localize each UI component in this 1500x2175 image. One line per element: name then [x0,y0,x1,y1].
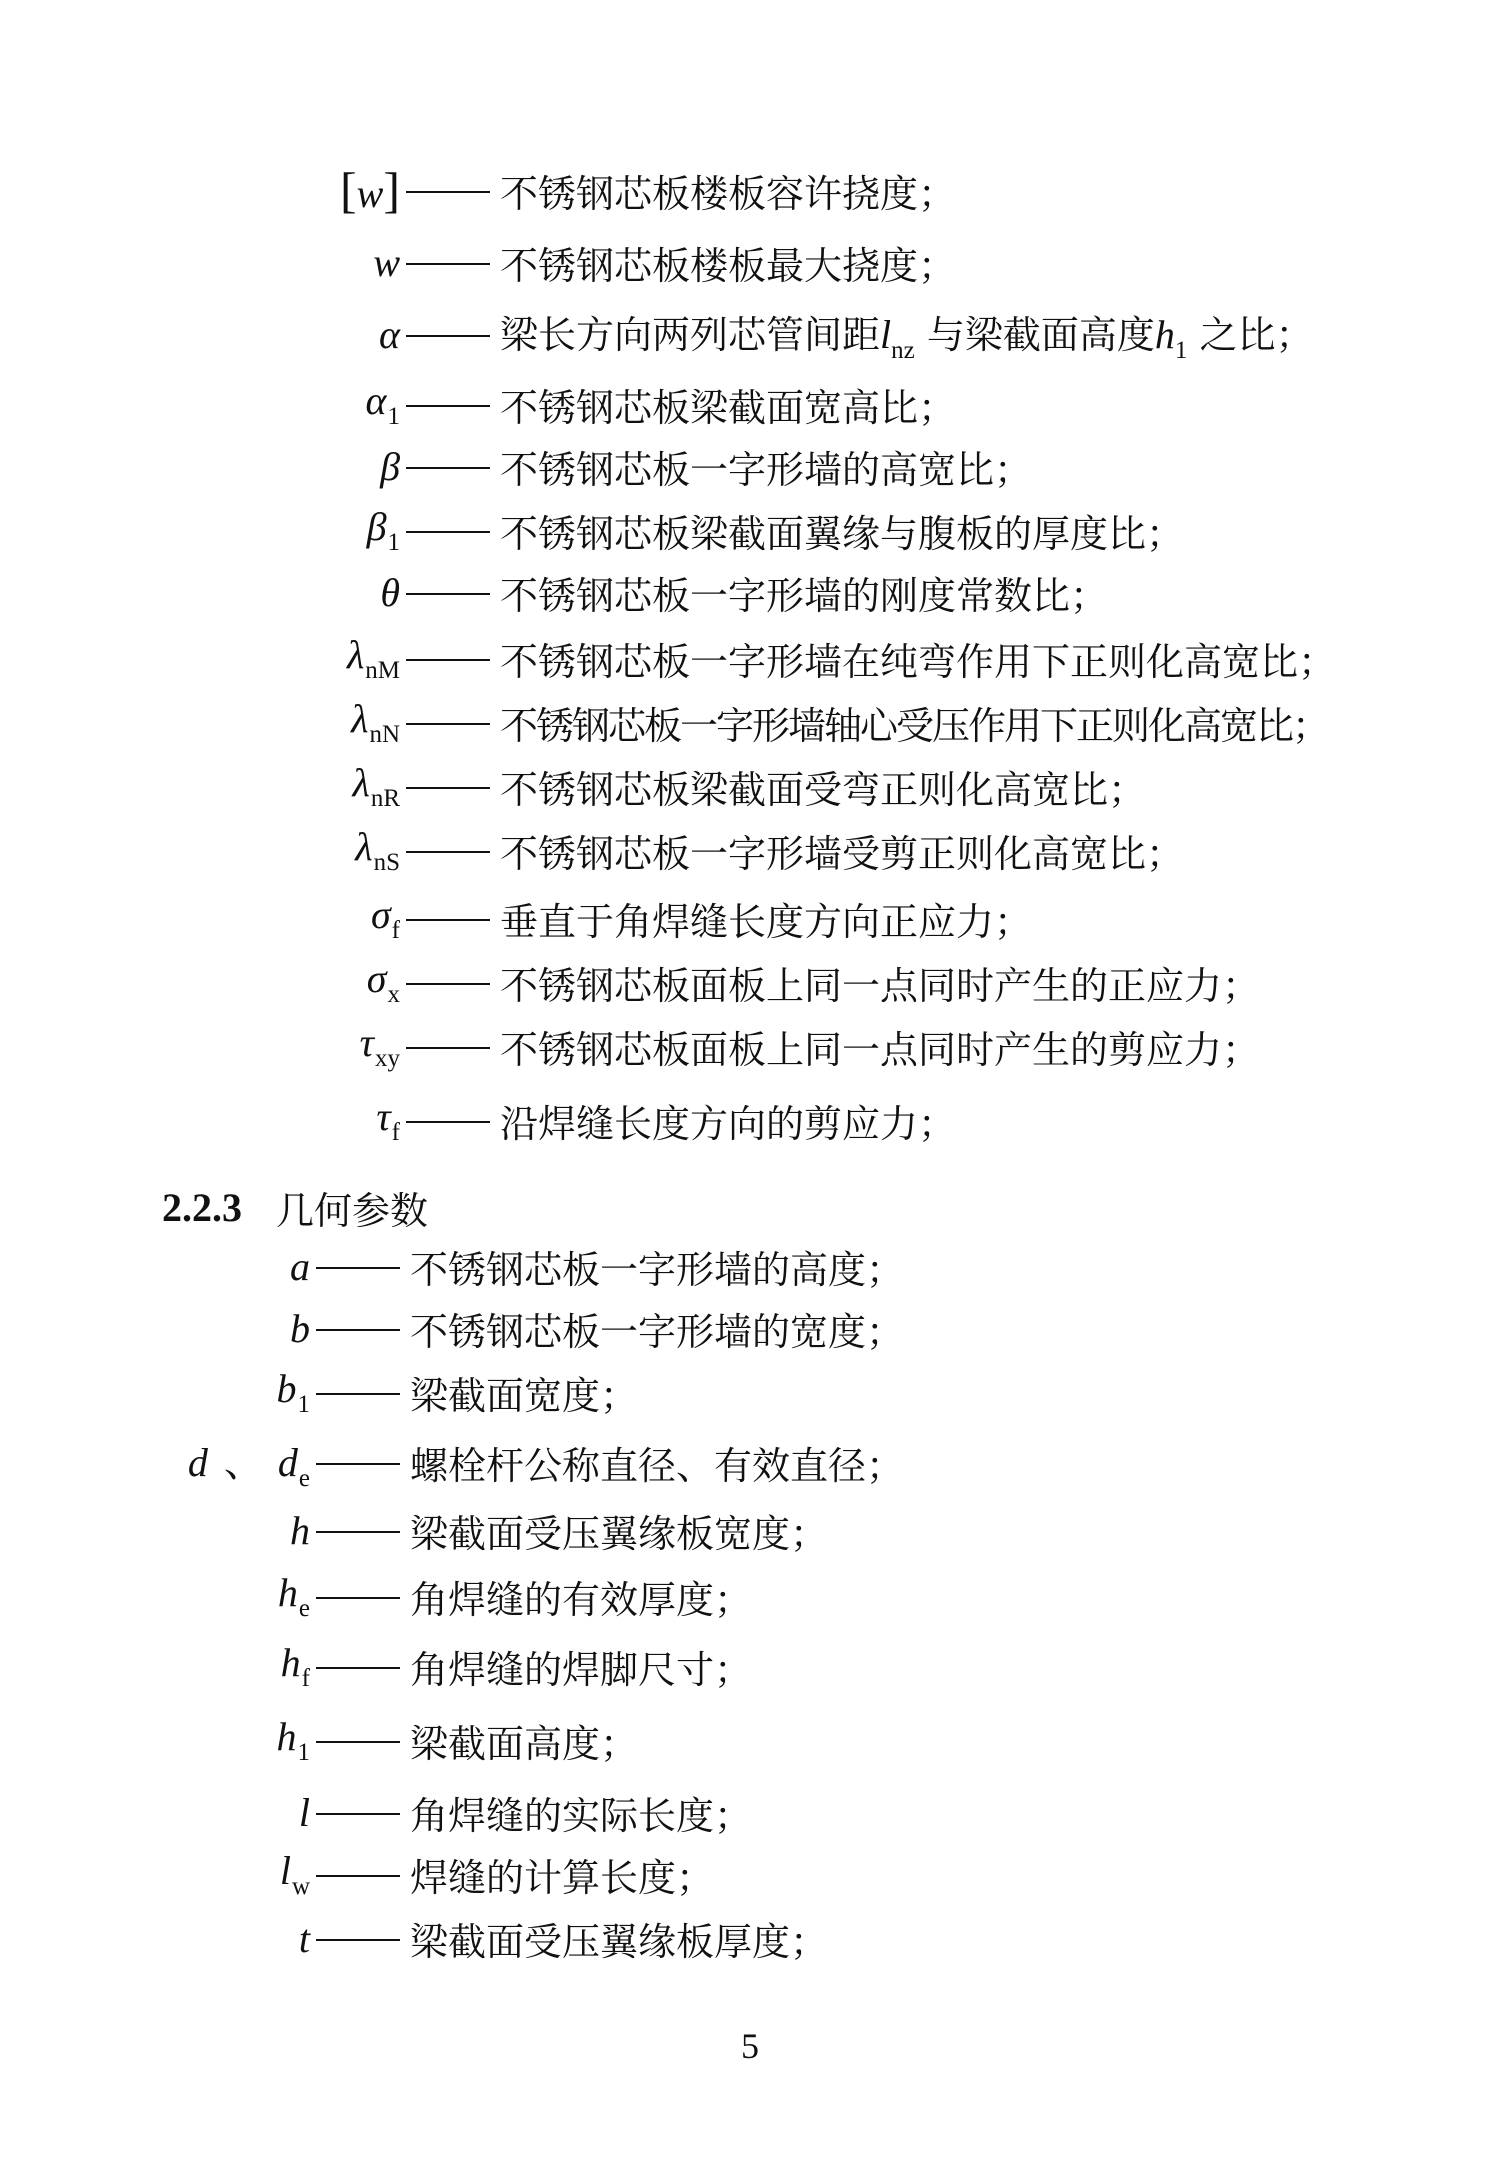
symbol: $\lambda_{nR}$ [352,760,400,812]
definition-text: 梁截面受压翼缘板宽度； [410,1511,829,1556]
symbol: $\beta_1$ [366,504,400,556]
symbol: $\lambda_{nN}$ [351,696,400,748]
definition-text: 不锈钢芯板一字形墙的高度； [410,1247,905,1292]
symbol: $h_f$ [280,1640,310,1692]
definition-text: 不锈钢芯板一字形墙的宽度； [410,1309,905,1354]
definition-row [0,304,1313,364]
section-title: 几何参数 [276,1189,429,1233]
em-dash [316,1597,400,1599]
em-dash [316,1393,400,1395]
em-dash [406,851,490,853]
symbol: $\tau_f$ [376,1094,400,1146]
em-dash [316,1329,400,1331]
definition-row [0,1090,956,1150]
definition-text: 不锈钢芯板梁截面宽高比； [500,385,957,430]
definition-text: 梁截面宽度； [410,1373,639,1418]
definition-row [0,1298,904,1358]
definition-row [0,820,1184,880]
symbol: b [290,1305,310,1351]
symbol: $l_w$ [279,1848,310,1900]
definition-row [0,888,1032,948]
definition-text: 焊缝的计算长度； [410,1855,715,1900]
definition-row [0,1782,752,1842]
definition-text: 不锈钢芯板一字形墙受剪正则化高宽比； [500,831,1185,876]
definition-text: 角焊缝的有效厚度； [410,1577,753,1622]
section-number: 2.2.3 [162,1185,242,1230]
definition-row [0,1500,828,1560]
em-dash [406,405,490,407]
em-dash [406,191,490,193]
symbol: $\alpha_1$ [365,378,400,430]
symbol: d 、 $d_e$ [187,1440,310,1492]
symbol: l [298,1789,310,1835]
em-dash [316,1667,400,1669]
em-dash [316,1463,400,1465]
definition-text: 角焊缝的焊脚尺寸； [410,1647,753,1692]
definition-text: 不锈钢芯板楼板最大挠度； [500,243,957,288]
definition-text: 不锈钢芯板楼板容许挠度； [500,171,957,216]
definition-row [0,1844,714,1904]
definition-row [0,436,1032,496]
em-dash [316,1741,400,1743]
definition-row [0,692,1328,752]
em-dash [406,723,490,725]
definition-row [0,1636,752,1696]
definition-text: 梁截面受压翼缘板厚度； [410,1919,829,1964]
em-dash [316,1813,400,1815]
symbol: $b_1$ [276,1366,310,1418]
definition-text: 不锈钢芯板面板上同一点同时产生的剪应力； [500,1027,1261,1072]
em-dash [316,1939,400,1941]
symbol: $\lambda_{nM}$ [346,632,400,684]
symbol: α [379,311,400,357]
definition-text: 梁长方向两列芯管间距$l_{nz}$ 与梁截面高度$h_1$ 之比； [500,311,1314,364]
em-dash [406,593,490,595]
definition-row [0,1236,904,1296]
section-heading [162,1180,428,1235]
definition-text: 梁截面高度； [410,1721,639,1766]
definition-row [0,562,1108,622]
em-dash [406,263,490,265]
definition-text: 垂直于角焊缝长度方向正应力； [500,899,1033,944]
definition-text: 不锈钢芯板面板上同一点同时产生的正应力； [500,963,1261,1008]
em-dash [406,531,490,533]
definition-row [0,1432,904,1492]
em-dash [406,467,490,469]
definition-row [0,756,1146,816]
symbol: w [373,239,400,285]
definition-row [0,628,1336,688]
definition-row [0,232,956,292]
em-dash [406,659,490,661]
em-dash [406,919,490,921]
em-dash [406,1121,490,1123]
em-dash [406,335,490,337]
definition-row [0,374,956,434]
em-dash [316,1267,400,1269]
symbol: $h_1$ [276,1714,310,1766]
definition-text: 不锈钢芯板梁截面翼缘与腹板的厚度比； [500,511,1185,556]
symbol: θ [380,569,400,615]
page-number: 5 [741,2026,759,2066]
definition-row [0,1710,638,1770]
symbol: [w] [340,162,400,218]
definition-row [0,160,956,220]
symbol: $h_e$ [277,1570,310,1622]
symbol: a [290,1243,310,1289]
definition-text: 不锈钢芯板一字形墙轴心受压作用下正则化高宽比； [500,703,1329,748]
symbol: $\sigma_f$ [370,892,400,944]
symbol: t [298,1915,310,1961]
definition-row [0,500,1184,560]
definition-row [0,952,1260,1012]
symbol: $\lambda_{nS}$ [355,824,400,876]
definition-text: 角焊缝的实际长度； [410,1793,753,1838]
definition-row [0,1566,752,1626]
em-dash [406,1047,490,1049]
definition-text: 沿焊缝长度方向的剪应力； [500,1101,957,1146]
symbol: h [290,1507,310,1553]
definition-row [0,1016,1260,1076]
definition-row [0,1362,638,1422]
definition-text: 不锈钢芯板一字形墙在纯弯作用下正则化高宽比； [500,639,1337,684]
definition-row [0,1908,828,1968]
em-dash [316,1875,400,1877]
definition-text: 不锈钢芯板一字形墙的刚度常数比； [500,573,1109,618]
symbol: $\tau_{xy}$ [359,1020,400,1072]
definition-text: 螺栓杆公称直径、有效直径； [410,1443,905,1488]
em-dash [316,1531,400,1533]
definition-text: 不锈钢芯板梁截面受弯正则化高宽比； [500,767,1147,812]
em-dash [406,787,490,789]
symbol: $\sigma_x$ [366,956,400,1008]
definition-text: 不锈钢芯板一字形墙的高宽比； [500,447,1033,492]
em-dash [406,983,490,985]
symbol: β [380,443,400,489]
